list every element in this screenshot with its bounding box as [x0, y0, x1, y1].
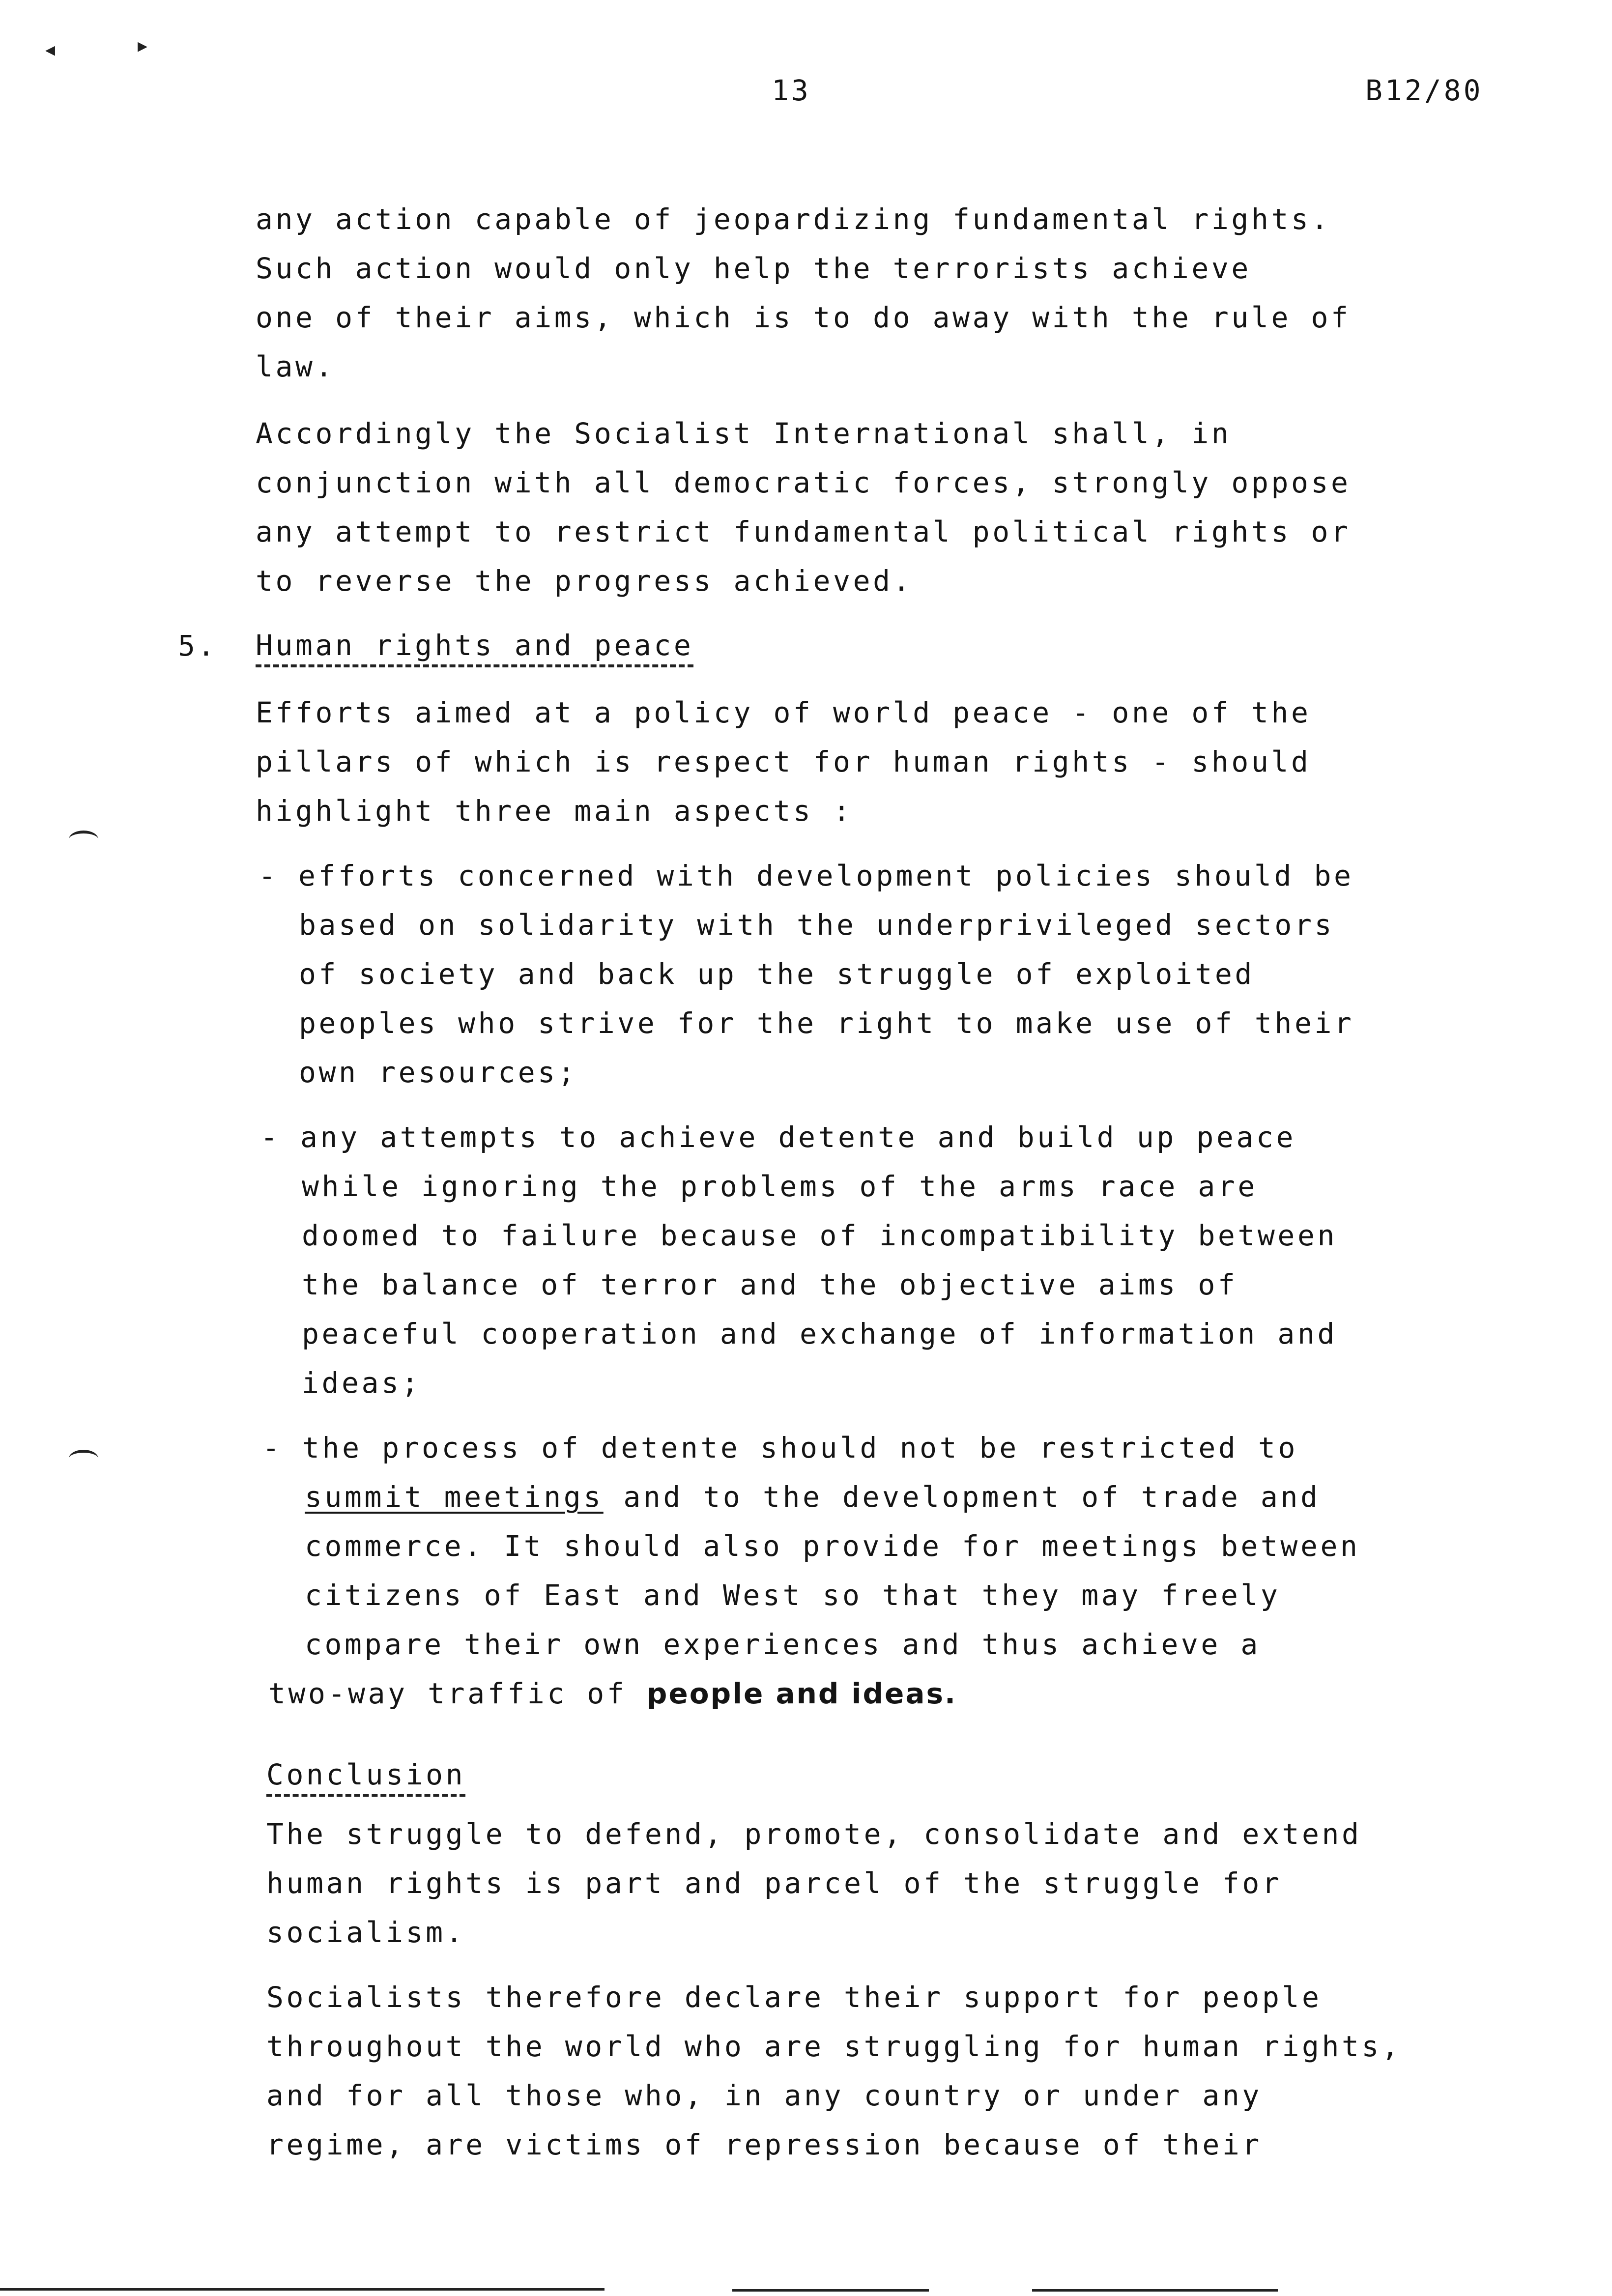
margin-bracket-mark	[69, 831, 98, 848]
margin-mark-left: ◂	[45, 38, 56, 61]
text-line: citizens of East and West so that they may freely	[305, 1578, 1281, 1612]
bottom-scan-rule	[1032, 2289, 1278, 2292]
text-line: socialism.	[266, 1916, 466, 1949]
text-line: compare their own experiences and thus achieve a	[305, 1628, 1261, 1661]
paragraph-socialist-international	[256, 409, 1351, 605]
section-number: 5.	[178, 629, 217, 662]
text-line	[262, 1472, 1360, 1521]
text-line: and for all those who, in any country or under any	[266, 2079, 1262, 2112]
text-line: Accordingly the Socialist International shall, in	[256, 417, 1232, 450]
bullet-development-policies	[259, 851, 1354, 1097]
text-line: while ignoring the problems of the arms race are	[302, 1170, 1258, 1203]
text-line: of society and back up the struggle of exploited	[299, 957, 1255, 991]
document-reference: B12/80	[1365, 74, 1483, 107]
text-line: commerce. It should also provide for meetings between	[305, 1529, 1360, 1563]
section-heading-human-rights-peace: Human rights and peace	[256, 628, 693, 667]
text-fragment: two-way traffic of	[268, 1677, 647, 1710]
margin-bracket-mark	[69, 1450, 98, 1467]
section-heading-conclusion: Conclusion	[266, 1757, 465, 1797]
text-line: own resources;	[299, 1056, 578, 1089]
text-line: highlight three main aspects :	[256, 794, 853, 828]
text-line: regime, are victims of repression because of their	[266, 2128, 1262, 2161]
text-line: the balance of terror and the objective aims of	[302, 1268, 1238, 1301]
paragraph-fundamental-rights	[256, 195, 1351, 391]
bold-text-people-ideas: people and ideas.	[646, 1677, 957, 1710]
bottom-scan-rule	[0, 2288, 604, 2291]
text-line: law.	[256, 350, 336, 383]
text-line: to reverse the progress achieved.	[256, 564, 913, 598]
text-line: Such action would only help the terrorists achieve	[256, 252, 1251, 285]
text-line: doomed to failure because of incompatibility between	[302, 1219, 1337, 1252]
text-line: one of their aims, which is to do away with the rule of	[256, 301, 1351, 334]
paragraph-struggle-for-socialism	[266, 1809, 1362, 1957]
paragraph-world-peace-intro	[256, 688, 1311, 835]
text-line: human rights is part and parcel of the struggle for	[266, 1866, 1282, 1900]
bullet-first-line: - the process of detente should not be restricted to	[262, 1431, 1298, 1464]
text-line: peaceful cooperation and exchange of information and	[302, 1317, 1337, 1350]
bullet-first-line: - any attempts to achieve detente and build up peace	[260, 1120, 1296, 1154]
text-line: any action capable of jeopardizing fundamental rights.	[256, 202, 1331, 236]
text-line: peoples who strive for the right to make use of their	[299, 1006, 1354, 1040]
text-line: based on solidarity with the underprivileged sectors	[299, 908, 1334, 942]
text-line: Efforts aimed at a policy of world peace - one of the	[256, 696, 1311, 729]
text-fragment: and to the development of trade and	[603, 1480, 1321, 1514]
page-number: 13	[772, 74, 811, 107]
text-line: Socialists therefore declare their support for people	[266, 1980, 1322, 2014]
text-line: pillars of which is respect for human rights - should	[256, 745, 1311, 778]
margin-mark-right: ▸	[138, 34, 148, 57]
text-line: throughout the world who are struggling for human rights,	[266, 2030, 1402, 2063]
bullet-process-of-detente	[262, 1423, 1360, 1718]
text-line: any attempt to restrict fundamental political rights or	[256, 515, 1351, 548]
text-line	[268, 1669, 1360, 1718]
bottom-scan-rule	[732, 2289, 929, 2292]
text-line: The struggle to defend, promote, consolidate and extend	[266, 1817, 1362, 1851]
bullet-detente-arms-race	[260, 1113, 1337, 1407]
text-line: ideas;	[302, 1366, 422, 1400]
underlined-summit-meetings: summit meetings	[305, 1480, 604, 1514]
paragraph-socialists-support	[266, 1973, 1402, 2169]
text-line: conjunction with all democratic forces, strongly oppose	[256, 466, 1351, 499]
bullet-first-line: - efforts concerned with development policies should be	[259, 859, 1354, 892]
